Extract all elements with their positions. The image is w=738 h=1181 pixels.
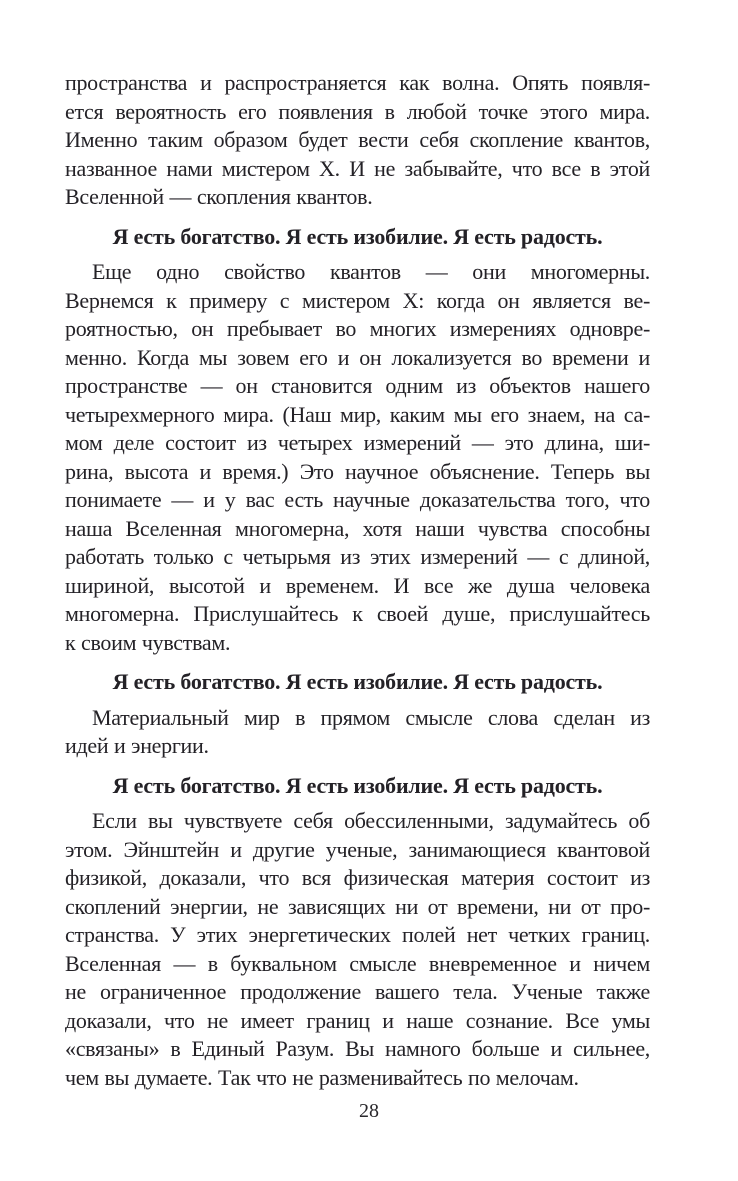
text-line: идей и энергии.	[65, 733, 209, 758]
text-line: физикой, доказали, что вся физическая материя состоит из	[65, 865, 650, 890]
text-line: странства. У этих энергетических полей нет четких границ.	[65, 922, 650, 947]
affirmation-heading: Я есть богатство. Я есть изобилие. Я есть радость.	[112, 223, 603, 249]
text-line: Именно таким образом будет вести себя скопление квантов,	[65, 127, 650, 152]
text-line: пространстве — он становится одним из объектов нашего	[65, 373, 650, 398]
text-line: пространства и распространяется как волна. Опять появля-	[65, 70, 650, 95]
text-line: Вернемся к примеру с мистером Х: когда он является ве-	[65, 287, 650, 313]
text-line: названное нами мистером Х. И не забывайте, что все в этой	[65, 155, 650, 181]
text-line: многомерна. Прислушайтесь к своей душе, прислушайтесь	[65, 601, 650, 626]
affirmation-heading: Я есть богатство. Я есть изобилие. Я есть радость.	[112, 772, 603, 798]
text-line: этом. Эйнштейн и другие ученые, занимающиеся квантовой	[65, 836, 650, 862]
text-line: четырехмерного мира. (Наш мир, каким мы его знаем, на са-	[65, 401, 650, 427]
text-line: шириной, высотой и временем. И все же душа человека	[65, 572, 650, 598]
text-line: Вселенная — в буквальном смысле вневременное и ничем	[65, 950, 650, 976]
text-line: «связаны» в Единый Разум. Вы намного больше и сильнее,	[65, 1036, 650, 1061]
text-line: доказали, что не имеет границ и наше сознание. Все умы	[65, 1007, 650, 1033]
text-line: менно. Когда мы зовем его и он локализуется во времени и	[65, 344, 650, 370]
page-number: 28	[359, 1100, 379, 1122]
paragraph	[65, 807, 650, 1092]
text-line: не ограниченное продолжение вашего тела. Ученые также	[65, 979, 650, 1004]
text-line: чем вы думаете. Так что не разменивайтесь по мелочам.	[65, 1064, 579, 1090]
paragraph	[65, 258, 650, 657]
text-line: к своим чувствам.	[65, 629, 231, 655]
text-line: понимаете — и у вас есть научные доказательства того, что	[65, 487, 650, 512]
text-line: наша Вселенная многомерна, хотя наши чувства способны	[65, 515, 650, 541]
text-line: роятностью, он пребывает во многих измерениях одновре-	[65, 316, 650, 341]
text-line: ется вероятность его появления в любой точке этого мира.	[65, 98, 650, 124]
paragraph-continuation	[65, 69, 650, 212]
text-line: мом деле состоит из четырех измерений — это длина, ши-	[65, 430, 650, 455]
paragraph	[65, 704, 650, 761]
text-line: Еще одно свойство квантов — они многомерны.	[92, 259, 650, 284]
text-line: Материальный мир в прямом смысле слова сделан из	[92, 704, 650, 730]
text-line: скоплений энергии, не зависящих ни от времени, ни от про-	[65, 893, 650, 919]
text-line: рина, высота и время.) Это научное объяснение. Теперь вы	[65, 458, 650, 484]
affirmation-heading: Я есть богатство. Я есть изобилие. Я есть радость.	[112, 669, 603, 694]
text-line: Вселенной — скопления квантов.	[65, 184, 373, 209]
text-line: Если вы чувствуете себя обессиленными, задумайтесь об	[92, 808, 650, 833]
text-line: работать только с четырьмя из этих измерений — с длиной,	[65, 544, 650, 569]
